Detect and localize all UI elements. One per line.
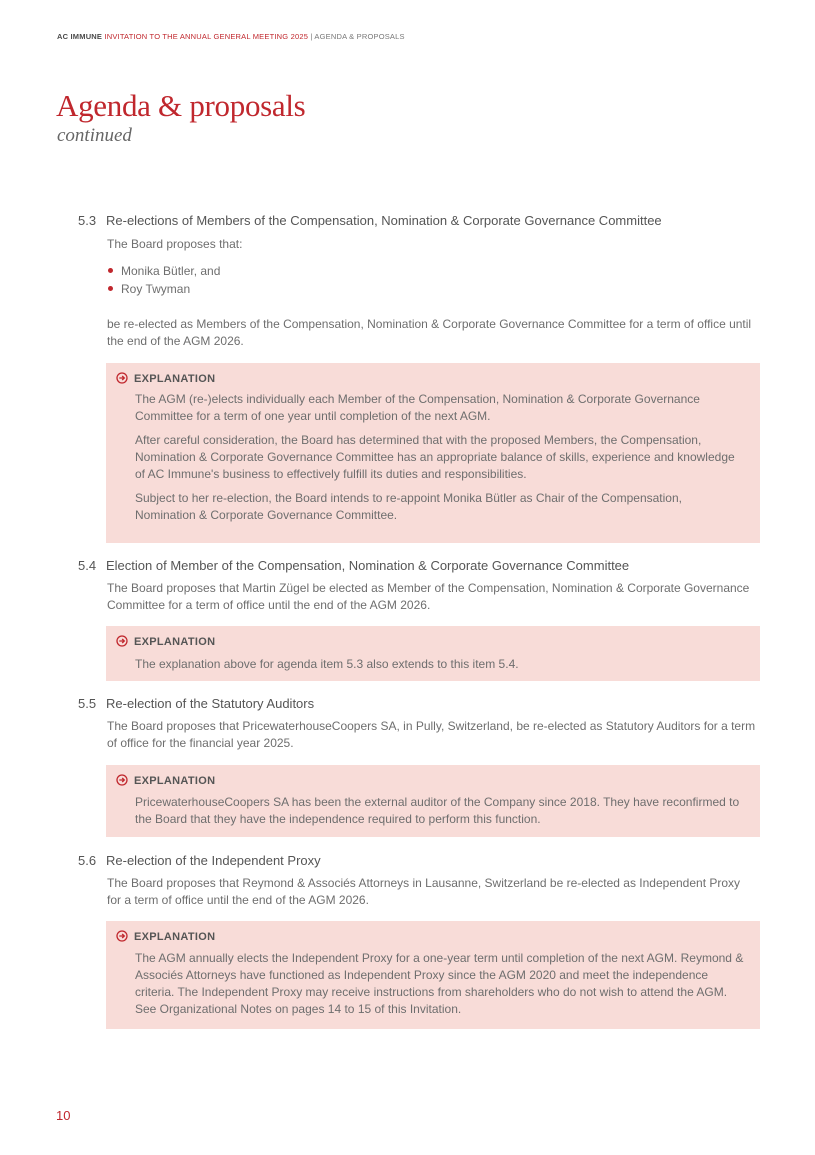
bullet-icon — [108, 286, 113, 291]
item-title: Re-election of the Statutory Auditors — [106, 696, 315, 711]
running-header — [57, 32, 405, 41]
explanation-label: EXPLANATION — [116, 930, 215, 943]
item-title: Re-election of the Independent Proxy — [106, 853, 321, 868]
explanation-box-5-3 — [106, 363, 760, 543]
header-document: INVITATION TO THE ANNUAL GENERAL MEETING 2025 — [104, 32, 309, 41]
item-number: 5.4 — [78, 558, 97, 573]
list-item: Monika Bütler, and — [107, 262, 220, 280]
explanation-text: The AGM annually elects the Independent Proxy for a one-year term until completion of the next AGM. Reymond & Associés Attorneys have functioned as Independent Proxy since the AGM 2020 and meet the independence criteria. The Independent Proxy may receive instructions from shareholders who do not wish to attend the AGM. See Organizational Notes on pages 14 to 15 of this Invitation. — [135, 951, 744, 1016]
item-5-4-text: The Board proposes that Martin Zügel be elected as Member of the Compensation, Nomination & Corporate Governance Committee for a term of office until the end of the AGM 2026. — [107, 581, 750, 612]
item-number: 5.3 — [78, 213, 97, 228]
explanation-text: The explanation above for agenda item 5.3 also extends to this item 5.4. — [135, 657, 519, 671]
circle-arrow-right-icon — [116, 635, 128, 647]
explanation-box-5-6 — [106, 921, 760, 1029]
item-5-3-heading — [78, 213, 662, 228]
header-section: AGENDA & PROPOSALS — [314, 32, 405, 41]
explanation-label: EXPLANATION — [116, 635, 215, 648]
list-item: Roy Twyman — [107, 280, 220, 298]
explanation-text: The AGM (re-)elects individually each Member of the Compensation, Nomination & Corporate Governance Committee for a term of one year until completion of the next AGM. After careful consideration, the Board has determined that with the proposed Members, the Compensation, Nomination & Corporate Governance Committee has an appropriate balance of skills, experience and knowledge of AC Immune's business to effectively fulfill its duties and responsibilities. Subject to her re-election, the Board intends to re-appoint Monika Bütler as Chair of the Compensation, Nomination & Corporate Governance Committee. — [135, 392, 735, 522]
item-title: Re-elections of Members of the Compensation, Nomination & Corporate Governance Committee — [106, 213, 662, 228]
nominee-list — [107, 262, 220, 298]
circle-arrow-right-icon — [116, 930, 128, 942]
explanation-box-5-5 — [106, 765, 760, 837]
explanation-text: PricewaterhouseCoopers SA has been the external auditor of the Company since 2018. They have reconfirmed to the Board that they have the independence required to perform this function. — [135, 795, 740, 826]
item-number: 5.6 — [78, 853, 97, 868]
page-number: 10 — [56, 1108, 71, 1123]
circle-arrow-right-icon — [116, 372, 128, 384]
item-number: 5.5 — [78, 696, 97, 711]
explanation-box-5-4 — [106, 626, 760, 681]
bullet-icon — [108, 268, 113, 273]
item-5-5-heading — [78, 696, 314, 711]
explanation-label: EXPLANATION — [116, 774, 215, 787]
item-title: Election of Member of the Compensation, Nomination & Corporate Governance Committee — [106, 558, 630, 573]
item-5-4-heading — [78, 558, 629, 573]
item-5-3-intro: The Board proposes that: — [107, 237, 243, 251]
page-subtitle: continued — [57, 125, 132, 146]
item-5-3-outro: be re-elected as Members of the Compensation, Nomination & Corporate Governance Committee for a term of office until the end of the AGM 2026. — [107, 317, 752, 348]
circle-arrow-right-icon — [116, 774, 128, 786]
item-5-6-heading — [78, 853, 321, 868]
explanation-label: EXPLANATION — [116, 372, 215, 385]
page-title: Agenda & proposals — [56, 88, 306, 123]
item-5-6-text: The Board proposes that Reymond & Associés Attorneys in Lausanne, Switzerland be re-elected as Independent Proxy for a term of office until the end of the AGM 2026. — [107, 876, 741, 907]
item-5-5-text: The Board proposes that PricewaterhouseCoopers SA, in Pully, Switzerland, be re-elected as Statutory Auditors for a term of office for the financial year 2025. — [107, 719, 756, 750]
header-separator: | — [310, 32, 313, 41]
header-brand: AC IMMUNE — [57, 32, 103, 41]
